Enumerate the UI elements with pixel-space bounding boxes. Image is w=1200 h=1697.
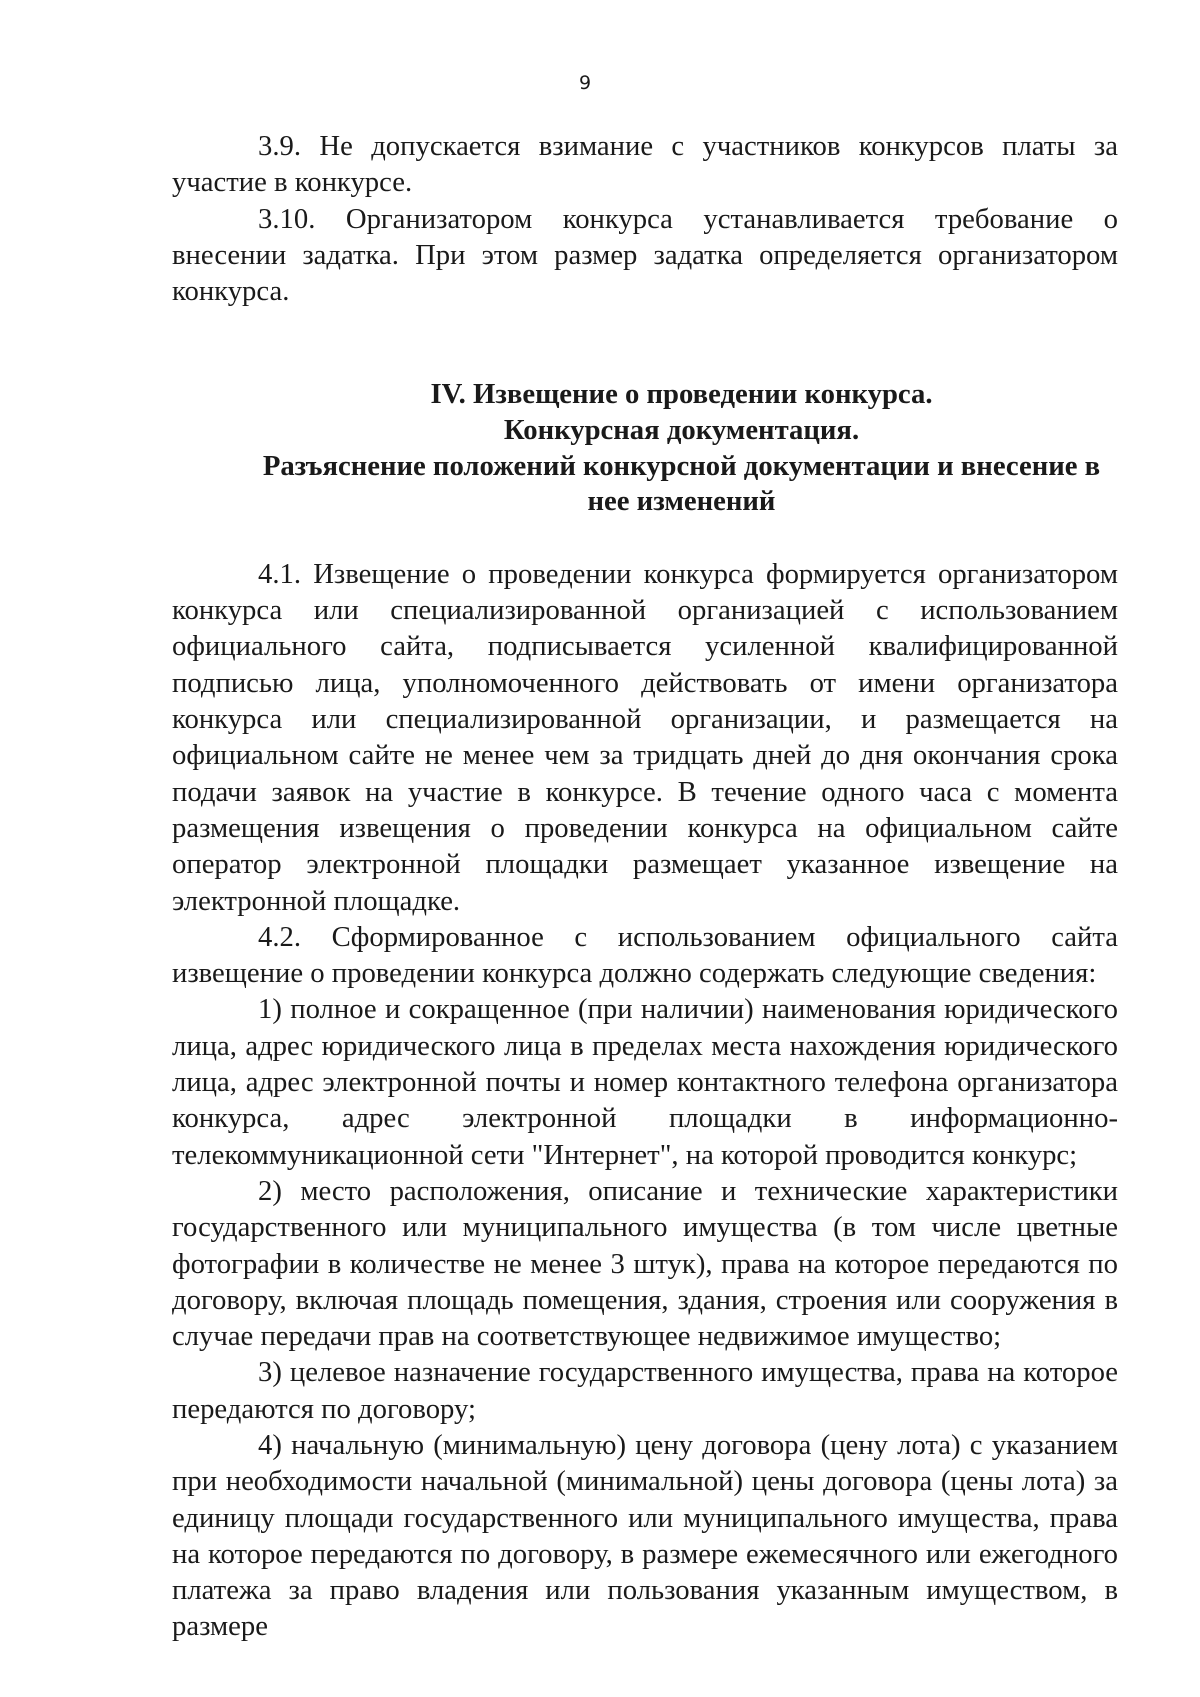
list-item-1: 1) полное и сокращенное (при наличии) наименования юридического лица, адрес юридического лица в пределах места нахождения юридического лица, адрес электронной почты и номер контактного телефона организатора конкурса, адрес электронной площадки в информационно-телекоммуникационной сети "Интернет", на которой проводится конкурс; bbox=[172, 993, 1118, 1171]
document-body bbox=[172, 128, 1118, 1645]
page-number: 9 bbox=[578, 72, 592, 94]
paragraph-3-10: 3.10. Организатором конкурса устанавливается требование о внесении задатка. При этом размер задатка определяется организатором конкурса. bbox=[172, 202, 1118, 308]
section-heading-line-3: Разъяснение положений конкурсной документации и внесение в нее изменений bbox=[262, 449, 1101, 518]
list-item-4: 4) начальную (минимальную) цену договора (цену лота) с указанием при необходимости начальной (минимальной) цены договора (цены лота) за единицу площади государственного или муниципального имущества, права на которое передаются по договору, в размере ежемесячного или ежегодного платежа за право владения или пользования указанным имуществом, в размере bbox=[172, 1428, 1118, 1643]
list-item-2: 2) место расположения, описание и технические характеристики государственного или муниципального имущества (в том числе цветные фотографии в количестве не менее 3 штук), права на которое передаются по договору, включая площадь помещения, здания, строения или сооружения в случае передачи прав на соответствующее недвижимое имущество; bbox=[172, 1174, 1118, 1353]
section-heading-line-2: Конкурсная документация. bbox=[503, 414, 860, 447]
section-heading-line-1: IV. Извещение о проведении конкурса. bbox=[430, 378, 933, 411]
paragraph-4-2: 4.2. Сформированное с использованием официального сайта извещение о проведении конкурса должно содержать следующие сведения: bbox=[172, 920, 1118, 990]
paragraph-3-9: 3.9. Не допускается взимание с участников конкурсов платы за участие в конкурсе. bbox=[172, 130, 1118, 199]
paragraph-4-1: 4.1. Извещение о проведении конкурса формируется организатором конкурса или специализированной организацией с использованием официального сайта, подписывается усиленной квалифицированной подписью лица, уполномоченного действовать от имени организатора конкурса или специализированной организации, и размещается на официальном сайте не менее чем за тридцать дней до дня окончания срока подачи заявок на участие в конкурсе. В течение одного часа с момента размещения извещения о проведении конкурса на официальном сайте оператор электронной площадки размещает указанное извещение на электронной площадке. bbox=[172, 557, 1118, 917]
section-heading-iv bbox=[172, 377, 1118, 519]
list-item-3: 3) целевое назначение государственного имущества, права на которое передаются по договору; bbox=[172, 1356, 1118, 1425]
heading-spacer bbox=[172, 520, 1118, 556]
